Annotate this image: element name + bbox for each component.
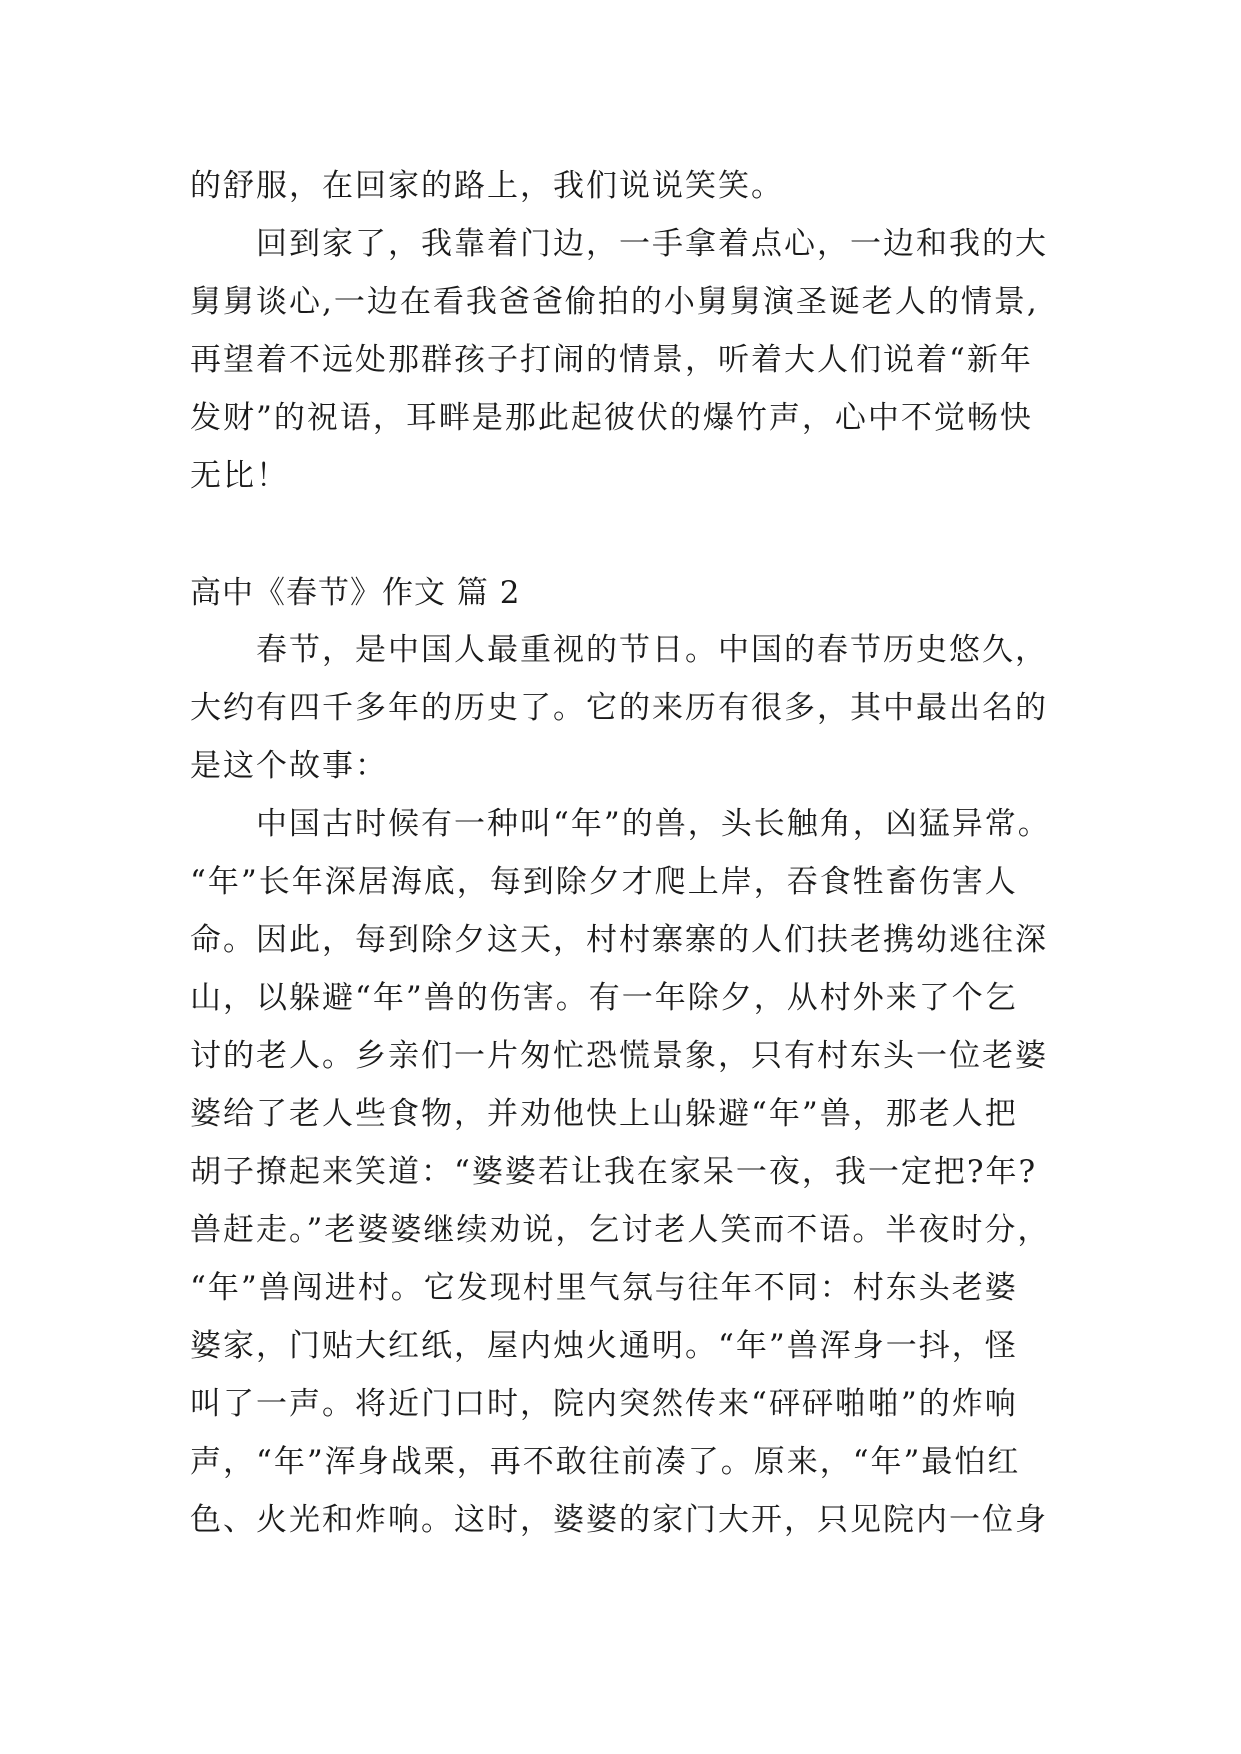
paragraph-line: 婆家，门贴大红纸，屋内烛火通明。“年”兽浑身一抖，怪 [190,1328,1018,1364]
paragraph-line: 胡子撩起来笑道：“婆婆若让我在家呆一夜，我一定把?年? [190,1154,1038,1190]
paragraph-line: 山，以躲避“年”兽的伤害。有一年除夕，从村外来了个乞 [190,980,1018,1016]
paragraph-line: 叫了一声。将近门口时，院内突然传来“砰砰啪啪”的炸响 [190,1386,1018,1422]
paragraph-line: 发财”的祝语，耳畔是那此起彼伏的爆竹声，心中不觉畅快 [190,400,1033,436]
paragraph-line: 春节，是中国人最重视的节日。中国的春节历史悠久， [256,632,1048,668]
paragraph-line: 回到家了，我靠着门边，一手拿着点心，一边和我的大 [256,226,1048,262]
paragraph-line: 婆给了老人些食物，并劝他快上山躲避“年”兽，那老人把 [190,1096,1018,1132]
paragraph-line: 讨的老人。乡亲们一片匆忙恐慌景象，只有村东头一位老婆 [190,1038,1048,1074]
paragraph-line: 声，“年”浑身战栗，再不敢往前凑了。原来，“年”最怕红 [190,1444,1021,1480]
paragraph-line: “年”兽闯进村。它发现村里气氛与往年不同：村东头老婆 [190,1270,1018,1306]
paragraph-line: 再望着不远处那群孩子打闹的情景，听着大人们说着“新年 [190,342,1033,378]
paragraph-line: 命。因此，每到除夕这天，村村寨寨的人们扶老携幼逃往深 [190,922,1048,958]
paragraph-line: 是这个故事： [190,748,388,784]
paragraph-line: 舅舅谈心,一边在看我爸爸偷拍的小舅舅演圣诞老人的情景, [190,284,1039,320]
paragraph-line: 色、火光和炸响。这时，婆婆的家门大开，只见院内一位身 [190,1502,1048,1538]
section-heading: 高中《春节》作文 篇 2 [190,575,521,611]
paragraph-line: 大约有四千多年的历史了。它的来历有很多，其中最出名的 [190,690,1048,726]
paragraph-line: “年”长年深居海底，每到除夕才爬上岸，吞食牲畜伤害人 [190,864,1018,900]
paragraph-line: 的舒服，在回家的路上，我们说说笑笑。 [190,168,784,204]
paragraph-line: 无比！ [190,458,289,494]
paragraph-line: 中国古时候有一种叫“年”的兽，头长触角，凶猛异常。 [256,806,1051,842]
paragraph-line: 兽赶走。”老婆婆继续劝说，乞讨老人笑而不语。半夜时分， [190,1212,1051,1248]
